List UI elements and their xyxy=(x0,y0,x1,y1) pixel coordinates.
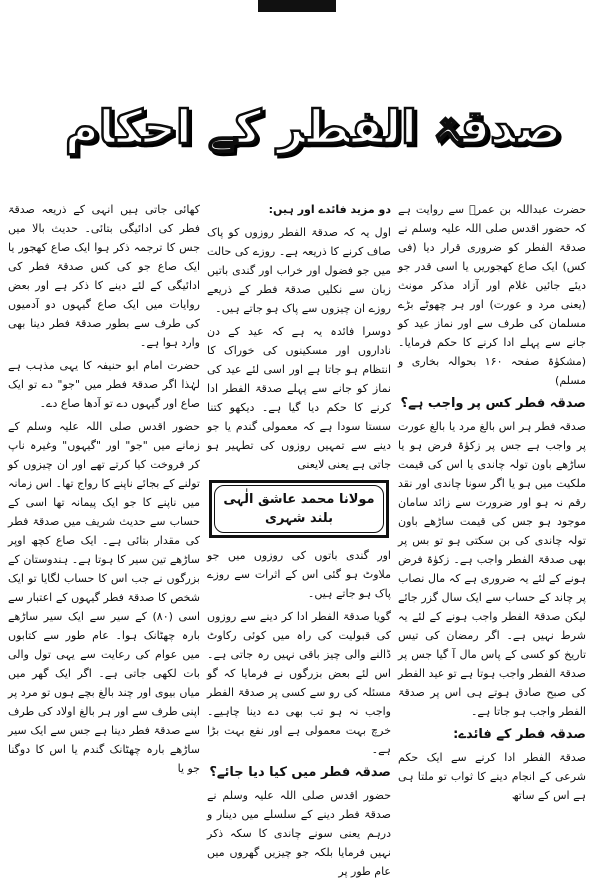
paragraph: اول یہ کہ صدقۃ الفطر روزوں کو پاک صاف کرنے کا ذریعہ ہے۔ روزے کی حالت میں جو فضول اور خراب اور گندی باتیں زبان سے نکلیں صدقۃ فطر کے ذریعے روزے ان چیزوں سے پاک ہو جاتے ہیں۔ xyxy=(207,226,391,315)
article-column-middle xyxy=(207,200,391,878)
paragraph: گویا صدقۃ الفطر ادا کر دینے سے روزوں کی قبولیت کی راہ میں کوئی رکاوٹ ڈالنے والی چیز باقی نہیں رہ جاتی ہے۔ اس لئے بعض بزرگوں نے فرمایا کہ گو مسئلہ کی رو سے کسی پر صدقۃ الفطر واجب نہ ہو تب بھی دے دینا چاہیے۔ خرچ بہت معمولی ہے اور نفع بہت بڑا ہے۔ xyxy=(207,610,391,756)
paragraph: صدقہ فطر ہر اس بالغ مرد یا بالغ عورت پر واجب ہے جس پر زکوٰۃ فرض ہو یا ساڑھے باون تولہ چاندی یا اس کی قیمت ملکیت میں ہو یا اگر سونا چاندی اور نقد رقم نہ ہو اور ضرورت سے زائد سامان موجود ہو جس کی قیمت ساڑھے باون تولہ چاندی کی بن سکتی ہو تو بس پر بھی صدقۃ الفطر واجب ہے۔ زکوٰۃ فرض ہونے کے لئے یہ ضروری ہے کہ مال نصاب پر چاند کے حساب سے ایک سال گزر جائے لیکن صدقۃ الفطر واجب ہونے کے لئے یہ شرط نہیں ہے۔ اگر رمضان کی تیس تاریخ کو کسی کے پاس مال آ گیا جس پر صدقۃ الفطر واجب ہوتا ہے تو عید الفطر کی صبح صادق ہوتے ہی اس پر صدقۃ الفطر واجب ہو جاتا ہے۔ xyxy=(398,420,586,718)
article-column-left xyxy=(8,200,200,793)
paragraph: حضور اقدس صلی اللہ علیہ وسلم نے صدقۃ فطر دینے کے سلسلے میں دینار و درہم یعنی سونے چاندی کا سکہ ذکر نہیں فرمایا بلکہ جو چیزیں گھروں میں عام طور پر xyxy=(207,789,391,878)
top-black-bar xyxy=(258,0,336,12)
author-byline-box xyxy=(209,480,389,538)
paragraph: دوسرا فائدہ یہ ہے کہ عید کے دن ناداروں اور مسکینوں کی خوراک کا انتظام ہو جاتا ہے اور اسی لئے عید کی نماز کو جانے سے پہلے صدقۃ الفطر ادا کرنے کا حکم دیا گیا ہے۔ دیکھو کتنا سستا سودا ہے کہ معمولی گندم یا جو دینے سے تمہیں روزوں کی تطہیر ہو جاتی ہے یعنی لایعنی xyxy=(207,325,391,471)
paragraph: حضرت امام ابو حنیفہ کا یہی مذہب ہے لہٰذا اگر صدقۃ فطر میں "جو" دے تو ایک صاع اور گیہوں دے تو آدھا صاع دے۔ xyxy=(8,359,200,410)
paragraph: کھائی جاتی ہیں انہی کے ذریعہ صدقۃ فطر کی ادائیگی بتائی۔ حدیث بالا میں جس کا ترجمہ ذکر ہوا ایک صاع کھجور یا ایک صاع جو کی کس صدقۃ فطر کی ادائیگی کے لئے دینے کا ذکر ہے اور بعض روایات میں ایک صاع گیہوں دو آدمیوں کی طرف سے بطور صدقۃ فطر دینا بھی وارد ہوا ہے۔ xyxy=(8,203,200,349)
subheading: صدقہ فطر میں کیا دیا جائے؟ xyxy=(209,765,391,780)
author-name: مولانا محمد عاشق الٰہی بلند شہری xyxy=(214,485,384,533)
headline-banner xyxy=(64,85,562,165)
paragraph: حضور اقدس صلی اللہ علیہ وسلم کے زمانے میں "جو" اور "گیہوں" وغیرہ ناپ کر فروخت کیا کرتے تھے اور ان چیزوں کو تولنے کے بجائے ناپنے کا رواج تھا۔ اس زمانہ میں ناپنے کا جو ایک پیمانہ تھا اسی کے حساب سے حدیث شریف میں صدقۃ فطر کی مقدار بتائی ہے۔ ایک صاع کچھ اوپر ساڑھے تین سیر کا ہوتا ہے۔ ہندوستان کے بزرگوں نے جب اس کا حساب لگایا تو ایک شخص کا صدقۃ فطر گیہوں کے اعتبار سے اسی (۸۰) کے سیر سے ایک سیر ساڑھے بارہ چھٹانک ہوا۔ عام طور سے کتابوں میں عوام کی رعایت سے یہی تول والی بات لکھی جاتی ہے۔ اگر ایک گھر میں میاں بیوی اور چند بالغ بچے ہوں تو مرد پر اپنی طرف سے اور ہر بالغ اولاد کی طرف سے صدقۃ فطر دینا ہے جس سے ایک سیر ساڑھے بارہ چھٹانک گندم یا اس کا دوگنا جو یا xyxy=(8,420,200,775)
paragraph: دو مزید فائدے اور ہیں: xyxy=(268,203,391,216)
paragraph: حضرت عبداللہ بن عمرؓ سے روایت ہے کہ حضور اقدس صلی اللہ علیہ وسلم نے صدقۃ الفطر کو ضروری قرار دیا (فی کس) ایک صاع کھجوریں یا اسی قدر جو دیئے جائیں غلام اور آزاد مذکر مونث (یعنی مرد و عورت) اور ہر چھوٹے بڑے مسلمان کی طرف سے اور نماز عید کو جانے سے پہلے ادا کرنے کا حکم فرمایا۔ (مشکوٰۃ صفحہ ۱۶۰ بحوالہ بخاری و مسلم) xyxy=(398,203,586,387)
headline-title: صدقۃ الفطر کے احکام xyxy=(64,100,562,154)
article-column-right xyxy=(398,200,586,802)
paragraph: صدقۃ الفطر ادا کرنے سے ایک حکم شرعی کے انجام دینے کا ثواب تو ملتا ہی ہے اس کے ساتھ xyxy=(398,751,586,802)
paragraph: اور گندی باتوں کی روزوں میں جو ملاوٹ ہو گئی اس کے اثرات سے روزے پاک ہو جاتے ہیں۔ xyxy=(207,549,391,600)
subheading: صدقہ فطر کس پر واجب ہے؟ xyxy=(400,396,586,411)
subheading: صدقہ فطر کے فائدے: xyxy=(453,727,586,742)
